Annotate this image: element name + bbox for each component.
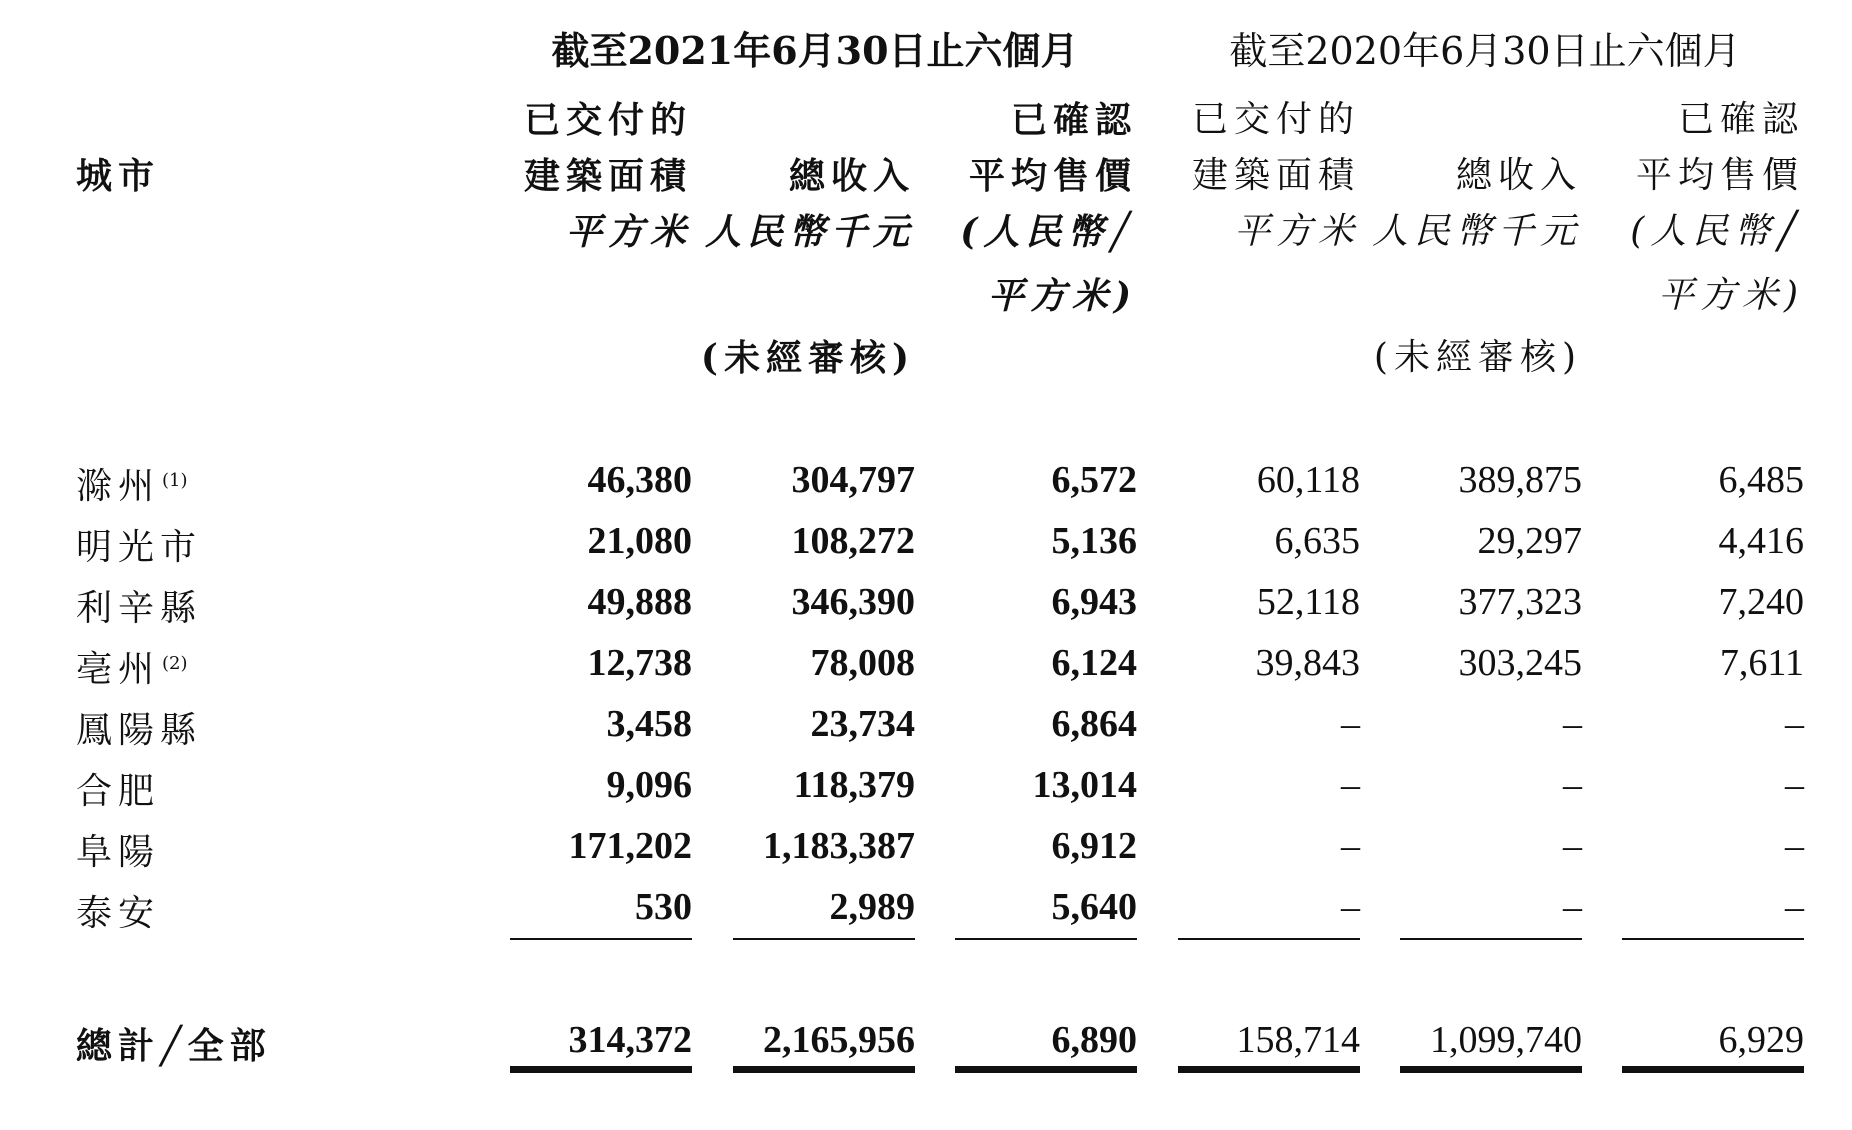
col-2021-revenue-unit: 人民幣千元 — [704, 211, 915, 253]
col-2020-area-title-1: 已交付的 — [1191, 99, 1360, 140]
subtotal-rule — [1622, 938, 1804, 940]
col-2021-asp-title-1: 已確認 — [1010, 99, 1137, 141]
cell-2020-area: 6,635 — [1274, 520, 1360, 562]
cell-2021-area: 46,380 — [587, 459, 692, 501]
cell-2020-area: – — [1341, 886, 1360, 928]
cell-2021-revenue: 346,390 — [791, 581, 915, 623]
subtotal-rule — [510, 938, 692, 940]
row-city — [76, 641, 188, 692]
cell-2020-asp: – — [1785, 703, 1804, 745]
row-city — [76, 702, 204, 753]
col-2020-asp-unit-2: 平方米) — [1657, 275, 1804, 316]
cell-2021-asp: 5,640 — [1051, 886, 1137, 928]
cell-2021-asp: 6,124 — [1051, 642, 1137, 684]
cell-2021-area: 9,096 — [606, 764, 692, 806]
col-2021-asp-title-2: 平均售價 — [968, 155, 1137, 197]
cell-2020-area: 39,843 — [1255, 642, 1360, 684]
row-city — [76, 885, 162, 936]
total-rule — [733, 1066, 915, 1073]
cell-2021-area: 530 — [635, 886, 692, 928]
cell-2020-asp: 7,240 — [1718, 581, 1804, 623]
city-column-header: 城市 — [76, 155, 161, 197]
subtotal-rule — [1178, 938, 1360, 940]
col-2020-area-title-2: 建築面積 — [1191, 155, 1360, 196]
cell-2021-revenue: 23,734 — [810, 703, 915, 745]
cell-2021-revenue: 118,379 — [793, 764, 915, 806]
city-name: 滁州 — [76, 466, 161, 507]
cell-2021-asp: 5,136 — [1051, 520, 1137, 562]
cell-2021-asp: 6,572 — [1051, 459, 1137, 501]
cell-2020-area: – — [1341, 825, 1360, 867]
city-name: 鳳陽縣 — [76, 710, 203, 751]
subtotal-rule — [733, 938, 915, 940]
col-2021-area-title-2: 建築面積 — [523, 155, 692, 197]
row-city — [76, 824, 162, 875]
col-2021-revenue-title: 總收入 — [788, 155, 915, 197]
total-2020-asp: 6,929 — [1718, 1019, 1804, 1061]
period-2020-header: 截至2020年6月30日止六個月 — [1229, 29, 1741, 73]
cell-2021-area: 12,738 — [587, 642, 692, 684]
cell-2020-area: 60,118 — [1256, 459, 1360, 501]
cell-2020-revenue: – — [1563, 825, 1582, 867]
cell-2021-revenue: 1,183,387 — [763, 825, 915, 867]
total-rule — [510, 1066, 692, 1073]
cell-2021-asp: 6,943 — [1051, 581, 1137, 623]
cell-2020-area: – — [1341, 703, 1360, 745]
cell-2021-area: 49,888 — [587, 581, 692, 623]
col-2020-revenue-title: 總收入 — [1455, 155, 1582, 196]
total-rule — [1622, 1066, 1804, 1073]
cell-2020-revenue: 29,297 — [1477, 520, 1582, 562]
total-label: 總計╱全部 — [76, 1025, 272, 1067]
cell-2020-asp: – — [1785, 764, 1804, 806]
row-city — [76, 580, 204, 631]
cell-2020-asp: – — [1785, 825, 1804, 867]
city-name: 阜陽 — [76, 832, 161, 873]
total-2021-asp: 6,890 — [1051, 1019, 1137, 1061]
footnote-marker: (1) — [162, 470, 188, 491]
city-name: 利辛縣 — [76, 588, 203, 629]
cell-2021-revenue: 108,272 — [791, 520, 915, 562]
cell-2020-revenue: 303,245 — [1458, 642, 1582, 684]
cell-2021-revenue: 78,008 — [810, 642, 915, 684]
cell-2021-revenue: 304,797 — [791, 459, 915, 501]
subtotal-rule — [1400, 938, 1582, 940]
period-2021-header: 截至2021年6月30日止六個月 — [551, 28, 1079, 73]
cell-2020-asp: 6,485 — [1718, 459, 1804, 501]
cell-2021-area: 3,458 — [606, 703, 692, 745]
total-2020-revenue: 1,099,740 — [1430, 1019, 1582, 1061]
cell-2021-asp: 6,864 — [1051, 703, 1137, 745]
total-2021-revenue: 2,165,956 — [763, 1019, 915, 1061]
cell-2020-area: – — [1341, 764, 1360, 806]
cell-2020-area: 52,118 — [1256, 581, 1360, 623]
col-2020-asp-title-1: 已確認 — [1677, 99, 1804, 140]
col-2021-asp-unit-1: (人民幣╱ — [960, 211, 1137, 253]
row-city — [76, 519, 204, 570]
total-rule — [1400, 1066, 1582, 1073]
total-2020-area: 158,714 — [1236, 1019, 1360, 1061]
cell-2021-area: 171,202 — [568, 825, 692, 867]
col-2020-revenue-unit: 人民幣千元 — [1371, 211, 1582, 252]
city-name: 泰安 — [76, 893, 161, 934]
col-2020-asp-title-2: 平均售價 — [1635, 155, 1804, 196]
city-name: 合肥 — [76, 771, 161, 812]
cell-2020-asp: 7,611 — [1719, 642, 1804, 684]
col-2020-revenue-note: (未經審核) — [1373, 337, 1582, 378]
total-rule — [955, 1066, 1137, 1073]
row-city — [76, 458, 188, 509]
cell-2020-revenue: – — [1563, 703, 1582, 745]
cell-2020-revenue: 389,875 — [1458, 459, 1582, 501]
cell-2020-asp: 4,416 — [1718, 520, 1804, 562]
col-2020-asp-unit-1: (人民幣╱ — [1630, 211, 1804, 252]
cell-2021-area: 21,080 — [587, 520, 692, 562]
cell-2020-revenue: – — [1563, 886, 1582, 928]
cell-2021-revenue: 2,989 — [829, 886, 915, 928]
subtotal-rule — [955, 938, 1137, 940]
cell-2020-revenue: – — [1563, 764, 1582, 806]
footnote-marker: (2) — [162, 653, 188, 674]
total-2021-area: 314,372 — [568, 1019, 692, 1061]
col-2021-asp-unit-2: 平方米) — [987, 275, 1137, 317]
cell-2021-asp: 6,912 — [1051, 825, 1137, 867]
col-2021-area-title-1: 已交付的 — [523, 99, 692, 141]
cell-2021-asp: 13,014 — [1032, 764, 1137, 806]
total-rule — [1178, 1066, 1360, 1073]
col-2021-revenue-note: (未經審核) — [700, 337, 915, 379]
city-name: 亳州 — [76, 649, 161, 690]
city-name: 明光市 — [76, 527, 203, 568]
cell-2020-revenue: 377,323 — [1458, 581, 1582, 623]
cell-2020-asp: – — [1785, 886, 1804, 928]
col-2020-area-unit: 平方米 — [1233, 211, 1360, 252]
row-city — [76, 763, 162, 814]
col-2021-area-unit: 平方米 — [565, 211, 692, 253]
